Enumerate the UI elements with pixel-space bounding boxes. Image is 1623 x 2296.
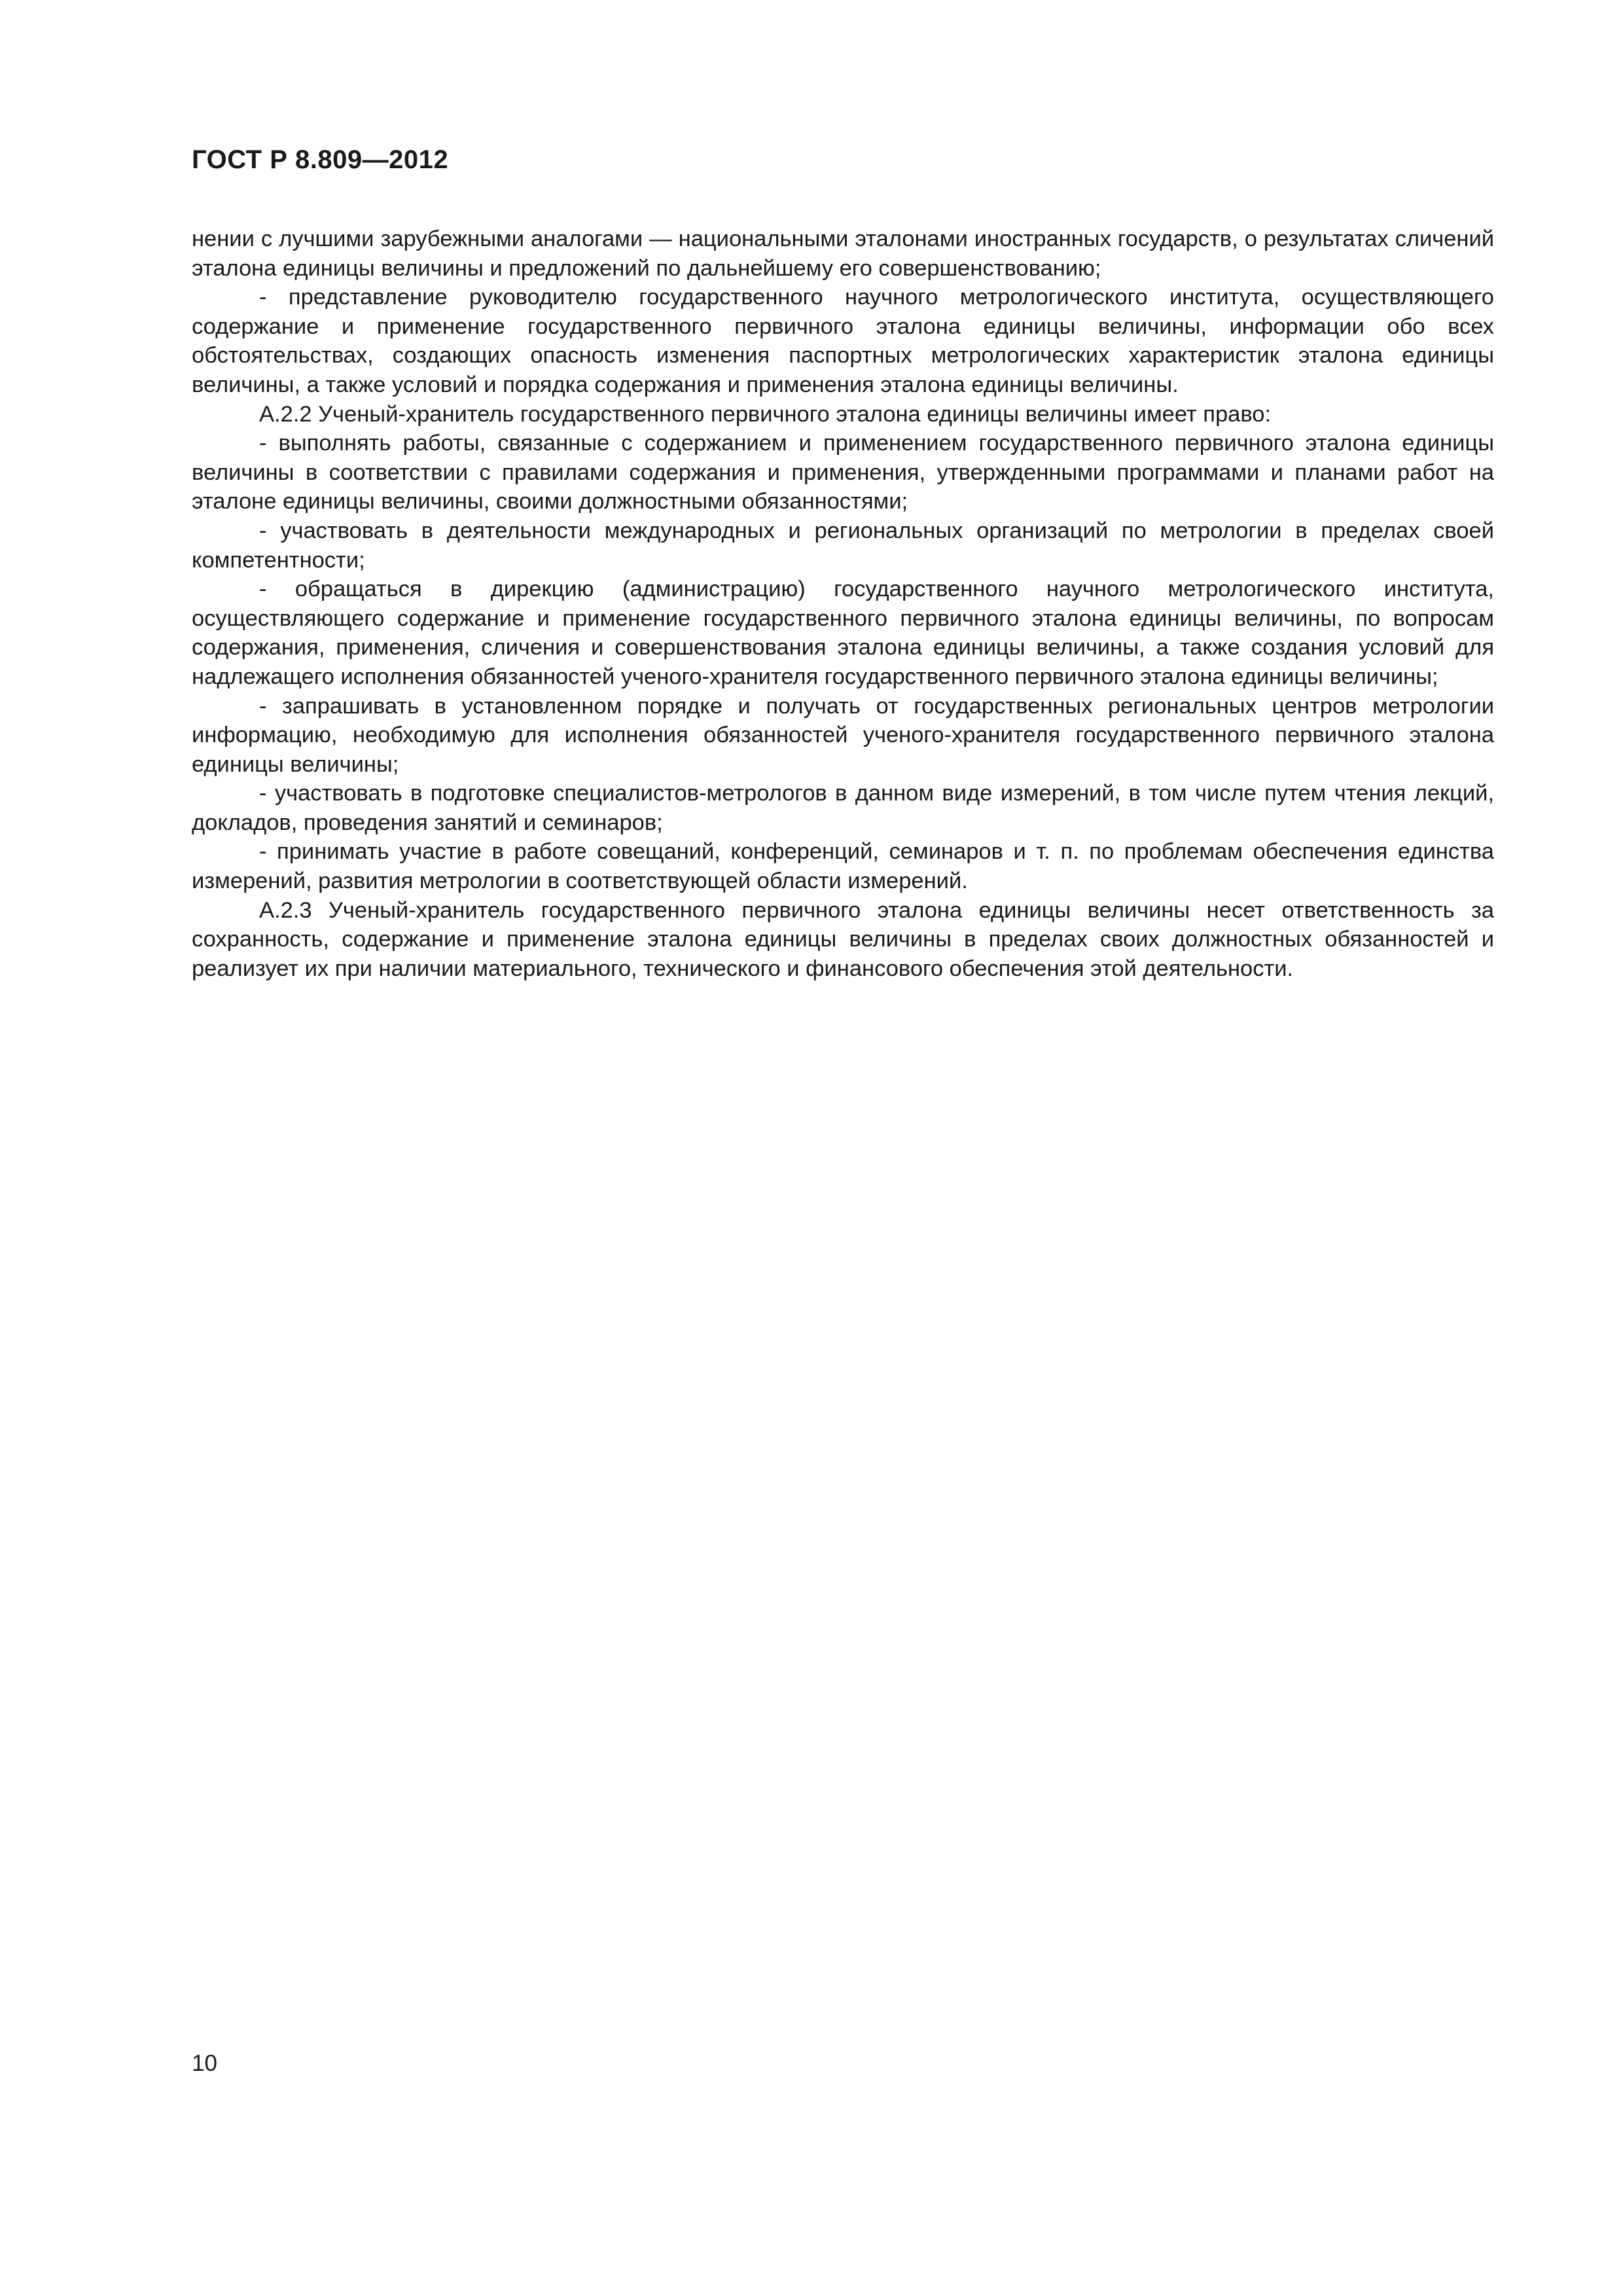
- clause-a-2-2: А.2.2 Ученый-хранитель государственного первичного эталона единицы величины имеет право:: [259, 401, 1272, 427]
- list-item-request-information: - запрашивать в установленном порядке и получать от государственных региональных центров метрологии информацию, необходимую для исполнения обязанностей ученого-хранителя государственного первичного эталона единицы величины;: [192, 693, 1494, 777]
- list-item-international-participation: - участвовать в деятельности международных и региональных организаций по метрологии в пределах своей компетентности;: [192, 518, 1494, 573]
- list-item-appeal-to-directorate: - обращаться в дирекцию (администрацию) государственного научного метрологического института, осуществляющего содержание и применение государственного первичного эталона единицы величины, по вопросам содержания, применения, сличения и совершенствования эталона единицы величины, а также создания условий для надлежащего исполнения обязанностей ученого-хранителя государственного первичного эталона единицы величины;: [192, 577, 1494, 689]
- standard-designation: ГОСТ Р 8.809—2012: [192, 145, 449, 174]
- list-item-representation: - представление руководителю государственного научного метрологического института, осуществляющего содержание и применение государственного первичного эталона единицы величины, информации обо всех обстоятельствах, создающих опасность изменения паспортных метрологических характеристик эталона единицы величины, а также условий и порядка содержания и применения эталона единицы величины.: [192, 285, 1494, 397]
- list-item-perform-work: - выполнять работы, связанные с содержанием и применением государственного первичного эталона единицы величины в соответствии с правилами содержания и применения, утвержденными программами и планами работ на эталоне единицы величины, своими должностными обязанностями;: [192, 431, 1494, 514]
- paragraph-continuation: нении с лучшими зарубежными аналогами — национальными эталонами иностранных государств, о результатах сличений эталона единицы величины и предложений по дальнейшему его совершенствованию;: [192, 226, 1494, 281]
- list-item-meetings-participation: - принимать участие в работе совещаний, конференций, семинаров и т. п. по проблемам обеспечения единства измерений, развития метрологии в соответствующей области измерений.: [192, 839, 1494, 894]
- clause-a-2-3: А.2.3 Ученый-хранитель государственного первичного эталона единицы величины несет ответственность за сохранность, содержание и применение эталона единицы величины в пределах своих должностных обязанностей и реализует их при наличии материального, технического и финансового обеспечения этой деятельности.: [192, 897, 1494, 981]
- page-number: 10: [192, 2051, 217, 2076]
- document-body: [192, 224, 1494, 983]
- list-item-training-participation: - участвовать в подготовке специалистов-метрологов в данном виде измерений, в том числе путем чтения лекций, докладов, проведения занятий и семинаров;: [192, 781, 1494, 835]
- document-header: [192, 145, 448, 175]
